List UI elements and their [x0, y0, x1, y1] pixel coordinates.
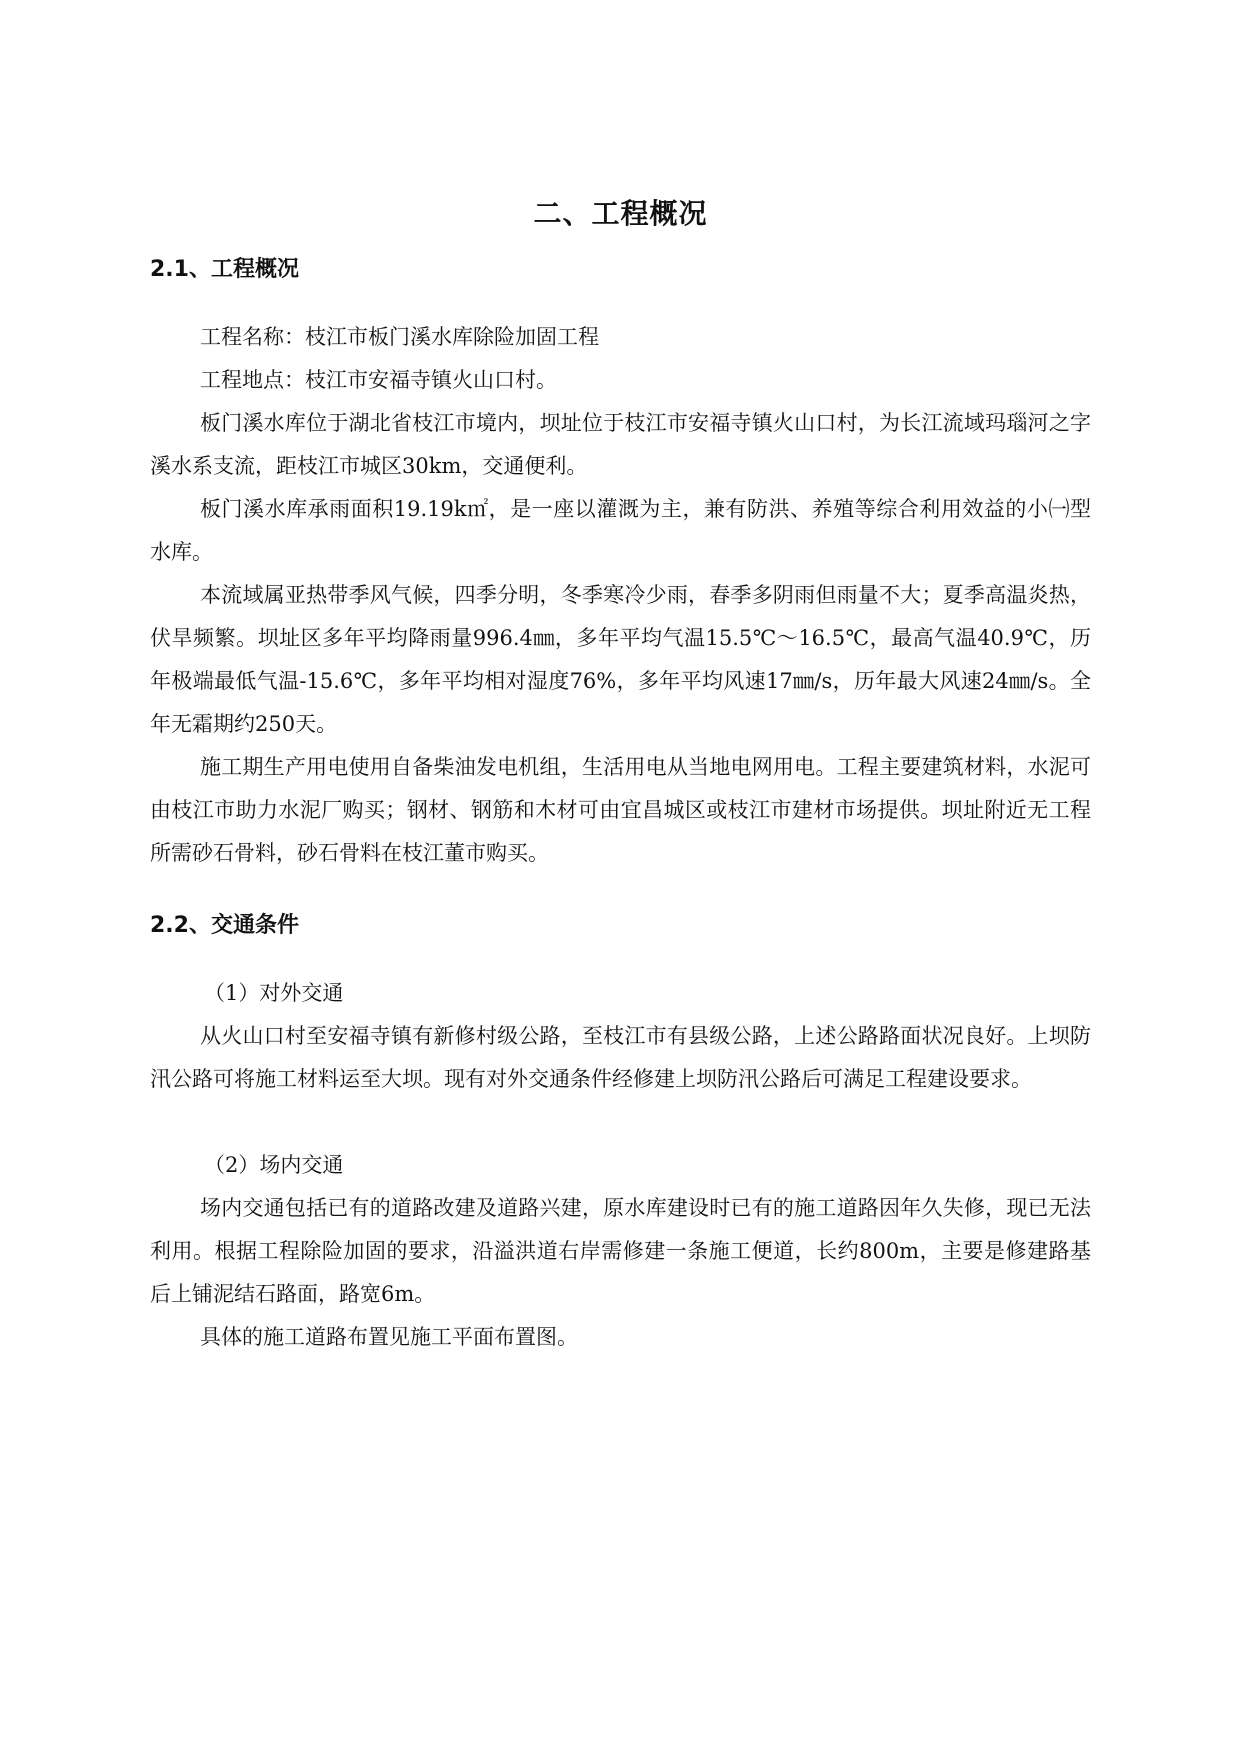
paragraph-reservoir-location: 板门溪水库位于湖北省枝江市境内，坝址位于枝江市安福寺镇火山口村，为长江流域玛瑙河之字溪水系支流，距枝江市城区30km，交通便利。	[150, 411, 1091, 478]
paragraph-internal-traffic: 场内交通包括已有的道路改建及道路兴建，原水库建设时已有的施工道路因年久失修，现已无法利用。根据工程除险加固的要求，沿溢洪道右岸需修建一条施工便道，长约800m，主要是修建路基后上铺泥结石路面，路宽6m。	[150, 1196, 1091, 1306]
paragraph-project-location: 工程地点：枝江市安福寺镇火山口村。	[200, 368, 557, 392]
paragraph-external-traffic: 从火山口村至安福寺镇有新修村级公路，至枝江市有县级公路，上述公路路面状况良好。上坝防汛公路可将施工材料运至大坝。现有对外交通条件经修建上坝防汛公路后可满足工程建设要求。	[150, 1024, 1091, 1091]
subheading-internal-traffic: （2）场内交通	[204, 1153, 344, 1177]
paragraph-road-layout: 具体的施工道路布置见施工平面布置图。	[200, 1325, 578, 1349]
chapter-title: 二、工程概况	[533, 197, 708, 230]
paragraph-project-name: 工程名称：枝江市板门溪水库除险加固工程	[200, 325, 599, 349]
section-heading-2-2: 2.2、交通条件	[150, 913, 299, 938]
section-heading-2-1: 2.1、工程概况	[150, 257, 299, 282]
paragraph-climate: 本流域属亚热带季风气候，四季分明，冬季寒冷少雨，春季多阴雨但雨量不大；夏季高温炎热，伏旱频繁。坝址区多年平均降雨量996.4㎜，多年平均气温15.5℃～16.5℃，最高气温40.9℃，历年极端最低气温-15.6℃，多年平均相对湿度76%，多年平均风速17㎜/s，历年最大风速24㎜/s。全年无霜期约250天。	[150, 583, 1091, 736]
paragraph-catchment-area: 板门溪水库承雨面积19.19k㎡，是一座以灌溉为主，兼有防洪、养殖等综合利用效益的小㈠型水库。	[150, 497, 1091, 564]
subheading-external-traffic: （1）对外交通	[204, 981, 344, 1005]
paragraph-power-materials: 施工期生产用电使用自备柴油发电机组，生活用电从当地电网用电。工程主要建筑材料，水泥可由枝江市助力水泥厂购买；钢材、钢筋和木材可由宜昌城区或枝江市建材市场提供。坝址附近无工程所需砂石骨料，砂石骨料在枝江董市购买。	[150, 755, 1091, 865]
